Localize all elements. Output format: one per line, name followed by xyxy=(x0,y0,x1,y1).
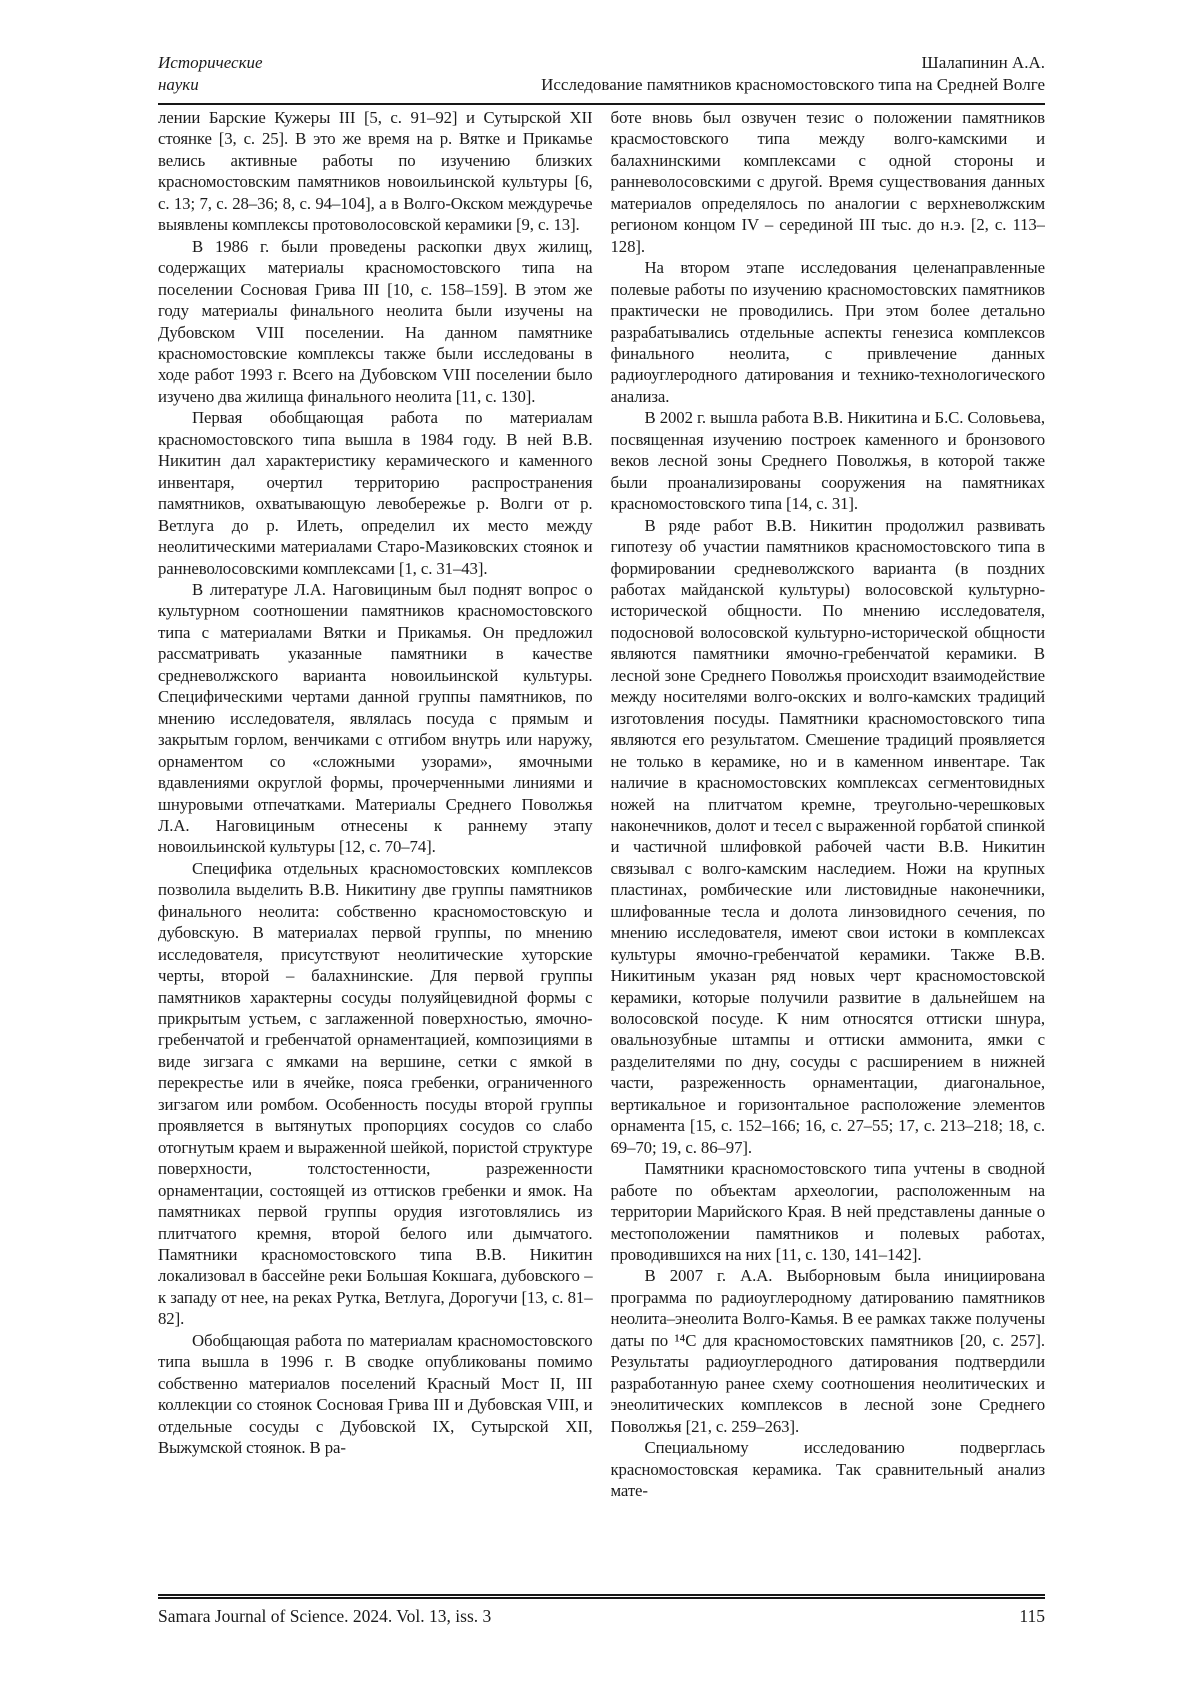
paragraph: Первая обобщающая работа по материалам красномостовского типа вышла в 1984 году. В ней В.В. Никитин дал характеристику керамического и каменного инвентаря, очертил территорию распространения памятников, охватывающую левобережье р. Волги от р. Ветлуга до р. Илеть, определил их место между неолитическими материалами Старо-Мазиковских стоянок и ранневолосовскими комплексами [1, с. 31–43]. xyxy=(158,408,593,578)
paragraph: Специфика отдельных красномостовских комплексов позволила выделить В.В. Никитину две группы памятников финального неолита: собственно красномостовскую и дубовскую. В материалах первой группы, по мнению исследователя, присутствуют неолитические хуторские черты, второй – балахнинские. Для первой группы памятников характерны сосуды полуяйцевидной формы с прикрытым устьем, с заглаженной поверхностью, ямочно-гребенчатой и гребенчатой орнаментацией, композициями в виде зигзага с ямками на вершине, сетки с ямкой в перекрестье или в ячейке, пояса гребенки, ограниченного зигзагом или ромбом. Особенность посуды второй группы проявляется в вытянутых пропорциях сосудов со слабо отогнутым краем и выраженной шейкой, пористой структуре поверхности, толстостенности, разреженности орнаментации, состоящей из оттисков гребенки и ямок. На памятниках первой группы орудия изготовлялись из плитчатого кремня, второй белого или дымчатого. Памятники красномостовского типа В.В. Никитин локализовал в бассейне реки Большая Кокшага, дубовского – к западу от нее, на реках Рутка, Ветлуга, Дорогучи [13, с. 81–82]. xyxy=(158,858,593,1329)
page-footer xyxy=(158,1594,1045,1627)
section-line-2: науки xyxy=(158,75,199,94)
paragraph: В литературе Л.А. Наговициным был поднят вопрос о культурном соотношении памятников красномостовского типа с материалами Вятки и Прикамья. Он предложил рассматривать указанные памятники в качестве средневолжского варианта новоильинской культуры. Специфическими чертами данной группы памятников, по мнению исследователя, являлась посуда с прямым и закрытым горлом, венчиками с отгибом внутрь или наружу, орнаментом со «сложными узорами», ямочными вдавлениями округлой формы, прочерченными линиями и шнуровыми отпечатками. Материалы Среднего Поволжья Л.А. Наговициным отнесены к раннему этапу новоильинской культуры [12, с. 70–74]. xyxy=(158,579,593,857)
paragraph: Специальному исследованию подверглась красномостовская керамика. Так сравнительный анализ мате- xyxy=(610,1438,1045,1500)
article-body xyxy=(158,107,1045,1590)
right-column xyxy=(611,107,1046,1590)
running-head xyxy=(541,52,1045,96)
section-line-1: Исторические xyxy=(158,53,263,72)
paragraph: В 1986 г. были проведены раскопки двух жилищ, содержащих материалы красномостовского типа на поселении Сосновая Грива III [10, с. 158–159]. В этом же году материалы финального неолита были изучены на Дубовском VIII поселении. На данном памятнике красномостовские комплексы также были исследованы в ходе работ 1993 г. Всего на Дубовском VIII поселении было изучено два жилища финального неолита [11, с. 130]. xyxy=(158,236,593,406)
author-name: Шалапинин А.А. xyxy=(921,53,1045,72)
page-number: 115 xyxy=(1019,1606,1045,1626)
paragraph: лении Барские Кужеры III [5, с. 91–92] и Сутырской XII стоянке [3, с. 25]. В это же время на р. Вятке и Прикамье велись активные работы по изучению близких красномостовским памятников новоильинской культуры [6, с. 13; 7, с. 28–36; 8, с. 94–104], а в Волго-Окском междуречье выявлены комплексы протоволосовской керамики [9, с. 13]. xyxy=(158,108,593,235)
paragraph: боте вновь был озвучен тезис о положении памятников красмостовского типа между волго-камскими и балахнинскими комплексами с одной стороны и ранневолосовскими с другой. Время существования данных материалов определялось по аналогии с верхневолжским регионом концом IV – серединой III тыс. до н.э. [2, с. 113–128]. xyxy=(610,108,1045,256)
paragraph: Обобщающая работа по материалам красномостовского типа вышла в 1996 г. В сводке опубликованы помимо собственно материалов поселений Красный Мост II, III коллекции со стоянок Сосновая Грива III и Дубовская VIII, и отдельные сосуды с Дубовской IX, Сутырской XII, Выжумской стоянок. В ра- xyxy=(158,1330,593,1458)
paragraph: В ряде работ В.В. Никитин продолжил развивать гипотезу об участии памятников красномостовского типа в формировании средневолжского варианта (в поздних работах майданской культуры) волосовской культурно-исторической общности. По мнению исследователя, подосновой волосовской культурно-исторической общности являются памятники ямочно-гребенчатой керамики. В лесной зоне Среднего Поволжья происходит взаимодействие между носителями волго-окских и волго-камских традиций изготовления посуды. Памятники красномостовского типа являются его результатом. Смешение традиций проявляется не только в керамике, но и в каменном инвентаре. Так наличие в красномостовских комплексах сегментовидных ножей на плитчатом кремне, треугольно-черешковых наконечников, долот и тесел с выраженной горбатой спинкой и частичной шлифовкой рабочей части В.В. Никитин связывал с волго-камским наследием. Ножи на крупных пластинах, ромбические или листовидные наконечники, шлифованные тесла и долота линзовидного сечения, по мнению исследователя, имеют свои истоки в комплексах культуры ямочно-гребенчатой керамики. Также В.В. Никитиным указан ряд новых черт красномостовской керамики, которые получили развитие в дальнейшем на волосовской посуде. К ним относятся оттиски шнура, овальнозубные штампы и оттиски аммонита, ямки с разделителями по дну, сосуды с расширением в нижней части, разреженность орнаментации, диагональное, вертикальное и горизонтальное расположение элементов орнамента [15, с. 152–166; 16, с. 27–55; 17, с. 213–218; 18, с. 69–70; 19, с. 86–97]. xyxy=(610,515,1045,1157)
page-header xyxy=(158,52,1045,105)
left-column xyxy=(158,107,593,1590)
paragraph: В 2007 г. А.А. Выборновым была инициирована программа по радиоуглеродному датированию памятников неолита–энеолита Волго-Камья. В ее рамках также получены даты по ¹⁴С для красномостовских памятников [20, с. 257]. Результаты радиоуглеродного датирования подтвердили разработанную ранее схему соотношения неолитических и энеолитических комплексов в лесной зоне Среднего Поволжья [21, с. 259–263]. xyxy=(610,1266,1045,1436)
journal-citation: Samara Journal of Science. 2024. Vol. 13, iss. 3 xyxy=(158,1606,492,1626)
paragraph: Памятники красномостовского типа учтены в сводной работе по объектам археологии, расположенным на территории Марийского Края. В ней представлены данные о местоположении памятников и полевых работах, проводившихся на них [11, с. 130, 141–142]. xyxy=(610,1159,1045,1265)
section-name xyxy=(158,52,263,96)
paragraph: На втором этапе исследования целенаправленные полевые работы по изучению красномостовских памятников практически не проводились. При этом более детально разрабатывались отдельные аспекты генезиса комплексов финального неолита, с привлечение данных радиоуглеродного датирования и технико-технологического анализа. xyxy=(610,258,1045,406)
paragraph: В 2002 г. вышла работа В.В. Никитина и Б.С. Соловьева, посвященная изучению построек каменного и бронзового веков лесной зоны Среднего Поволжья, в которой также были проанализированы сооружения на памятниках красномостовского типа [14, с. 31]. xyxy=(610,408,1045,514)
article-title: Исследование памятников красномостовского типа на Средней Волге xyxy=(541,75,1045,94)
